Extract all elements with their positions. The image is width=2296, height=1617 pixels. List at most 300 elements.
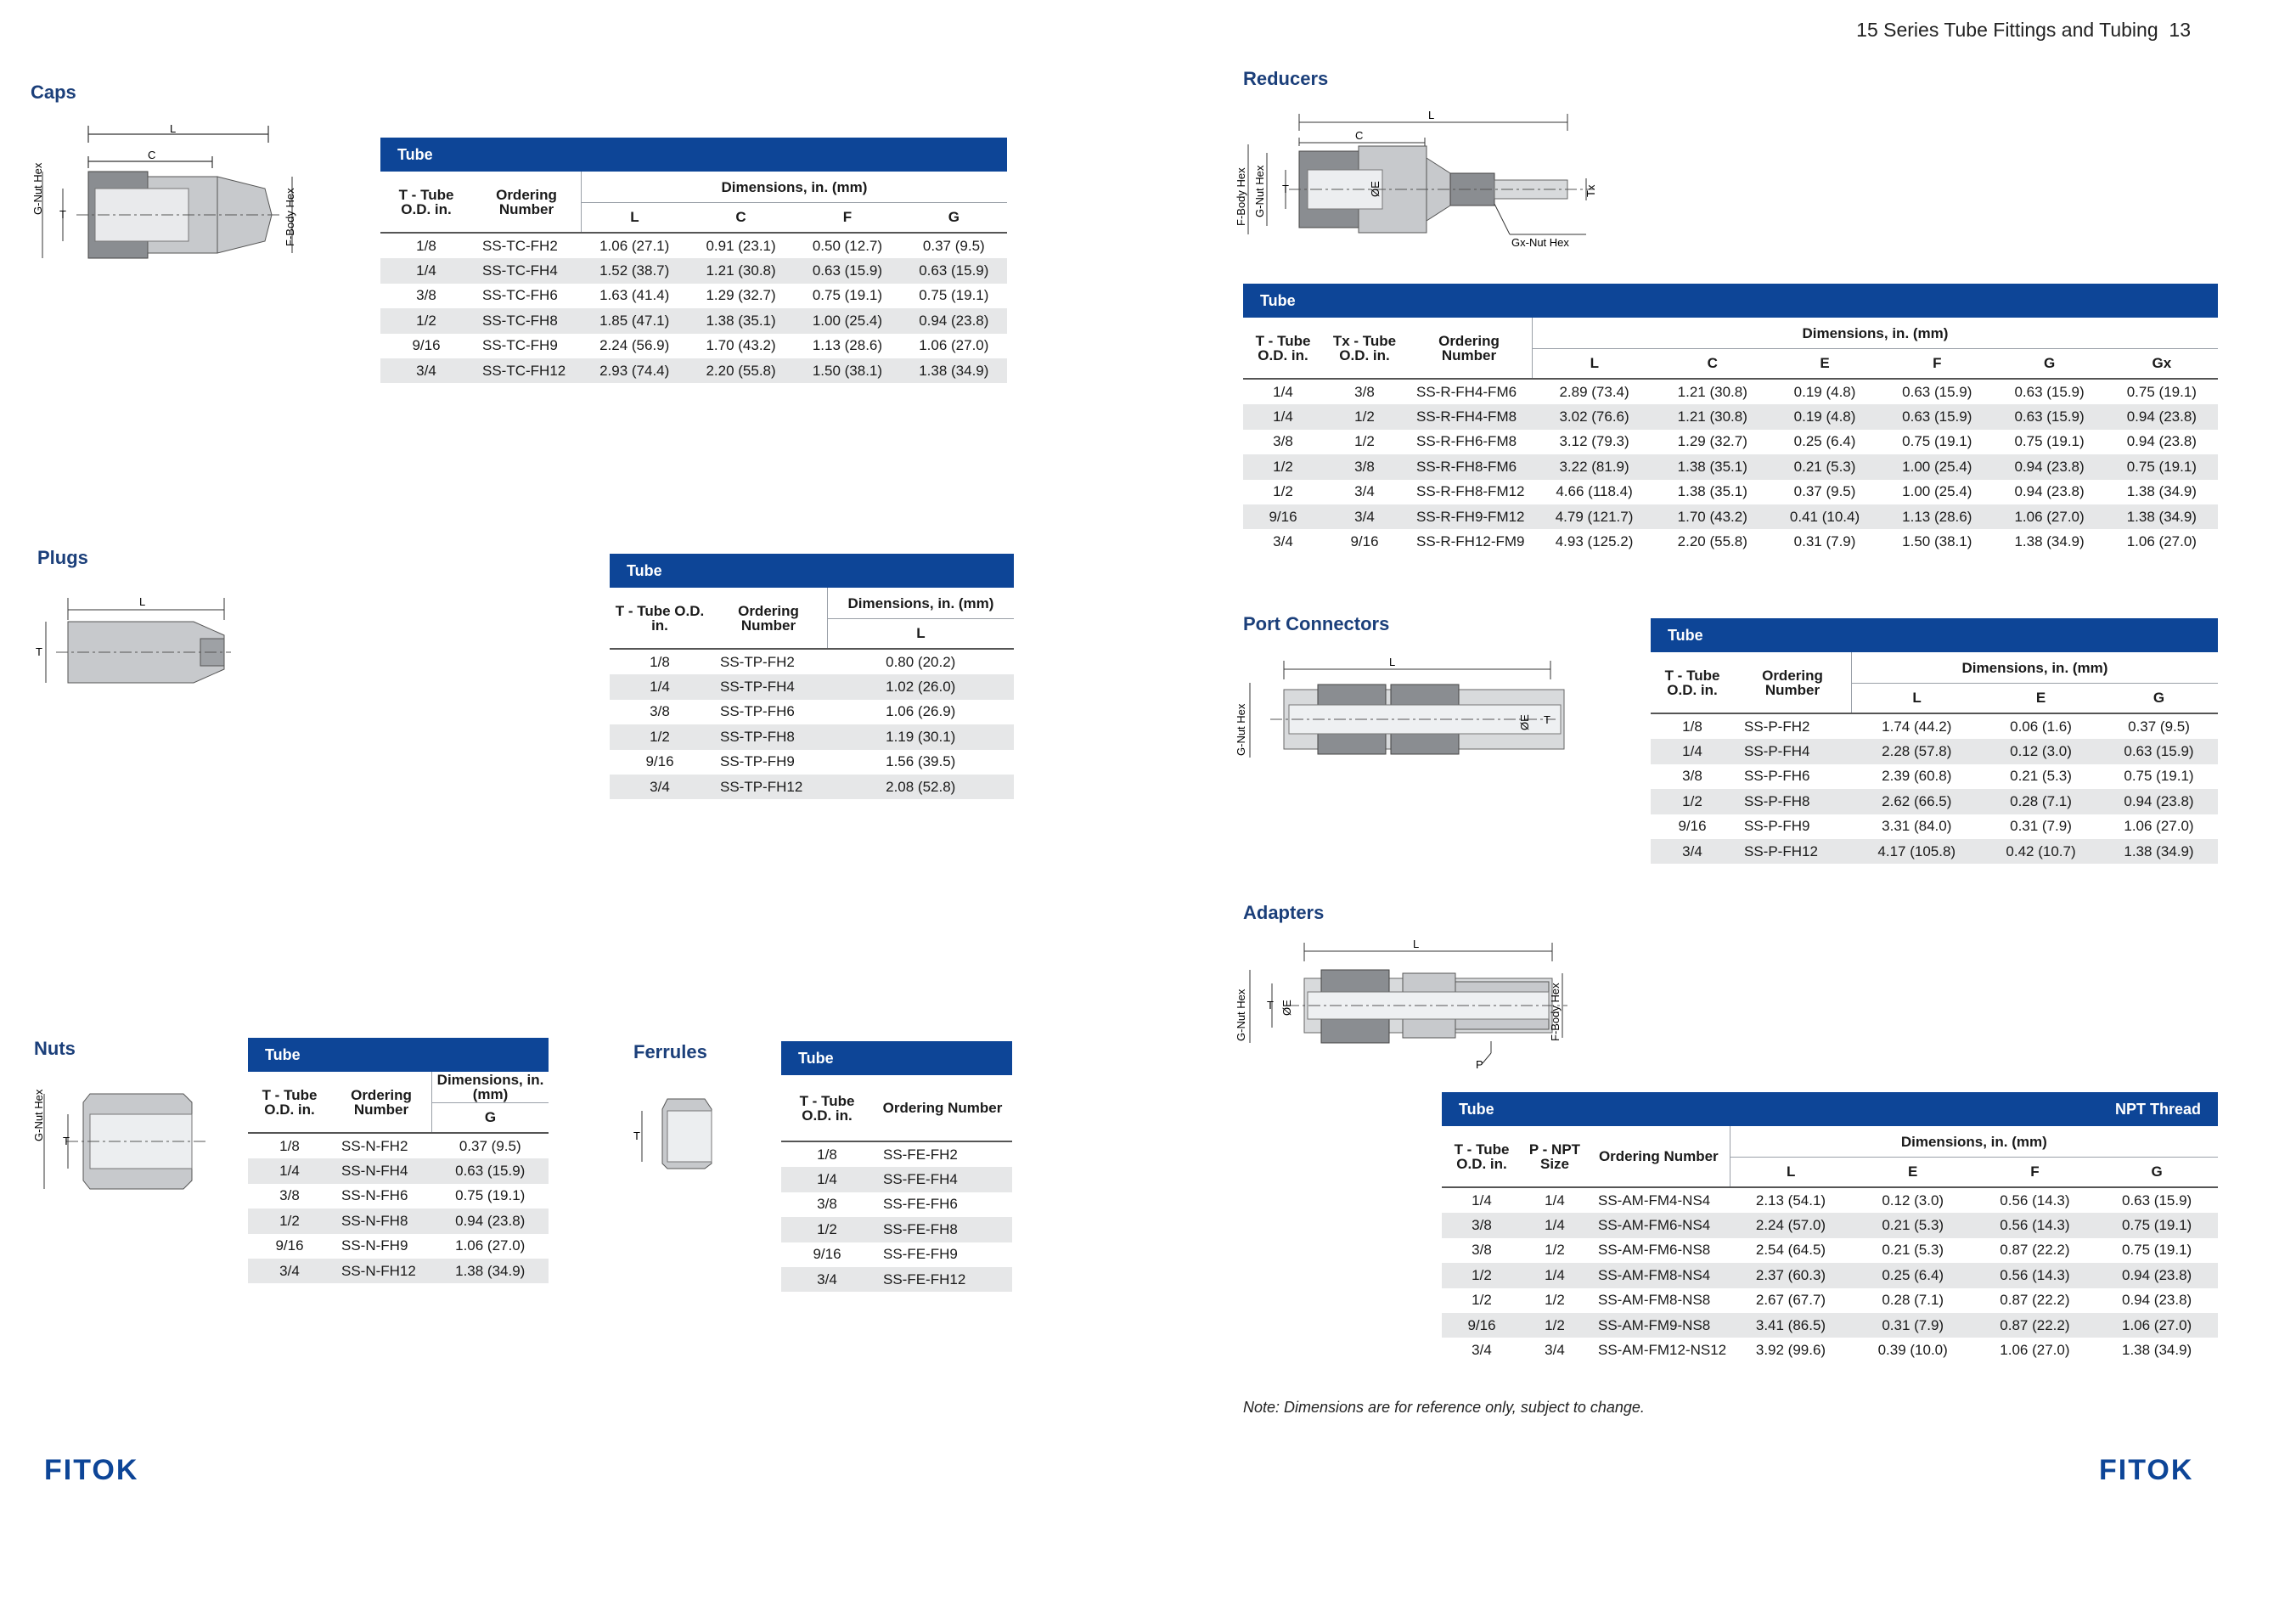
table-cell: 0.87 (22.2) — [2000, 1242, 2070, 1259]
table-cell: 0.94 (23.8) — [2122, 1292, 2192, 1309]
table-row — [781, 1217, 1012, 1242]
table-cell: 0.87 (22.2) — [1974, 1313, 2096, 1338]
nuts-diagram — [25, 1077, 221, 1204]
table-cell: 0.25 (6.4) — [1793, 433, 1856, 450]
nuts-dim-g: G-Nut Hex — [32, 1089, 45, 1141]
table-cell: 1.00 (25.4) — [1881, 454, 1993, 479]
table-cell: 1/4 — [1522, 1213, 1588, 1237]
reducers-col-e: E — [1769, 349, 1881, 380]
table-cell: 1.85 (47.1) — [582, 308, 688, 333]
caps-col-f: F — [794, 203, 900, 234]
table-row — [1651, 789, 2218, 814]
table-cell: 1.70 (43.2) — [706, 337, 776, 354]
table-cell: SS-N-FH12 — [331, 1259, 432, 1283]
table-row — [380, 358, 1007, 383]
table-cell: 1.06 (27.0) — [919, 337, 989, 354]
table-cell: 0.94 (23.8) — [2096, 1263, 2218, 1287]
table-cell: SS-R-FH4-FM8 — [1406, 404, 1533, 429]
table-cell: 0.87 (22.2) — [2000, 1292, 2070, 1309]
table-cell: 0.80 (20.2) — [886, 653, 956, 670]
table-row — [1243, 504, 2218, 529]
table-cell: SS-N-FH2 — [341, 1137, 408, 1154]
table-cell: 0.75 (19.1) — [2096, 1213, 2218, 1237]
table-row — [1651, 713, 2218, 739]
table-cell: 3/8 — [1472, 1242, 1492, 1259]
table-cell: 0.19 (4.8) — [1769, 404, 1881, 429]
port-connectors-col-t: T - Tube O.D. in. — [1651, 652, 1734, 713]
table-cell: 0.94 (23.8) — [2106, 404, 2218, 429]
ferrules-diagram — [627, 1090, 720, 1175]
table-cell: 1.06 (27.0) — [2000, 1342, 2070, 1359]
table-cell: SS-P-FH2 — [1744, 718, 1810, 735]
table-cell: 9/16 — [1442, 1313, 1522, 1338]
table-cell: 0.06 (1.6) — [2010, 718, 2072, 735]
port-connectors-col-order: Ordering Number — [1734, 652, 1852, 713]
table-cell: SS-FE-FH12 — [873, 1267, 1012, 1292]
table-row — [1442, 1288, 2218, 1313]
table-cell: 2.13 (54.1) — [1755, 1192, 1826, 1209]
adapters-table-bar: Tube — [1442, 1092, 1852, 1126]
caps-table-body — [380, 233, 1007, 383]
table-cell: 3/4 — [1273, 533, 1293, 550]
reducers-col-l: L — [1533, 349, 1657, 380]
table-cell: 2.89 (73.4) — [1559, 383, 1629, 400]
caps-col-t: T - Tube O.D. in. — [380, 172, 472, 233]
table-cell: SS-TC-FH2 — [482, 237, 558, 254]
table-cell: SS-P-FH12 — [1734, 839, 1852, 864]
table-cell: SS-N-FH9 — [341, 1237, 408, 1254]
table-cell: 1.06 (26.9) — [886, 703, 956, 720]
table-cell: 1.13 (28.6) — [812, 337, 883, 354]
table-cell: 0.19 (4.8) — [1793, 383, 1856, 400]
table-row — [1442, 1238, 2218, 1263]
table-cell: 0.12 (3.0) — [1882, 1192, 1944, 1209]
table-cell: 1/2 — [1243, 454, 1323, 479]
adapters-col-order: Ordering Number — [1588, 1126, 1730, 1187]
table-row — [1442, 1187, 2218, 1213]
reducers-col-tx: Tx - Tube O.D. in. — [1323, 318, 1406, 379]
table-cell: 1.06 (27.0) — [2124, 818, 2194, 835]
table-cell: 0.37 (9.5) — [922, 237, 985, 254]
table-cell: 9/16 — [412, 337, 441, 354]
table-row — [610, 750, 1014, 775]
fitok-logo-right: FITOK — [2099, 1454, 2194, 1486]
table-cell: SS-P-FH9 — [1744, 818, 1810, 835]
table-row — [1651, 839, 2218, 864]
table-cell: 1/8 — [817, 1146, 837, 1163]
table-cell: 3.31 (84.0) — [1882, 818, 1952, 835]
ferrules-table-body — [781, 1141, 1012, 1292]
table-cell: 4.66 (118.4) — [1556, 483, 1633, 500]
adapters-dim-t: T — [1267, 999, 1274, 1011]
table-row — [1243, 480, 2218, 504]
table-cell: 0.75 (19.1) — [812, 287, 883, 304]
table-cell: 1/4 — [781, 1167, 873, 1192]
table-cell: 1.50 (38.1) — [1902, 533, 1972, 550]
table-cell: 1.50 (38.1) — [794, 358, 900, 383]
table-cell: 3/8 — [1354, 383, 1375, 400]
plugs-table-bar: Tube — [610, 554, 1014, 588]
table-cell: SS-TP-FH9 — [720, 753, 795, 770]
table-cell: 1.02 (26.0) — [828, 674, 1015, 699]
table-cell: 1/4 — [1522, 1263, 1588, 1287]
table-cell: 3/8 — [1442, 1213, 1522, 1237]
table-cell: SS-TP-FH12 — [710, 775, 828, 799]
table-row — [610, 724, 1014, 749]
reducers-dim-g: G-Nut Hex — [1253, 165, 1266, 217]
table-row — [380, 233, 1007, 258]
table-cell: SS-AM-FM6-NS8 — [1598, 1242, 1711, 1259]
ferrules-table — [781, 1041, 1012, 1292]
table-cell: 9/16 — [1678, 818, 1707, 835]
table-cell: 1.00 (25.4) — [1902, 483, 1972, 500]
table-cell: 0.91 (23.1) — [706, 237, 776, 254]
table-cell: 1.38 (34.9) — [432, 1259, 549, 1283]
port-connectors-dim-l: L — [1389, 656, 1396, 668]
table-cell: 0.56 (14.3) — [2000, 1192, 2070, 1209]
table-cell: SS-AM-FM9-NS8 — [1588, 1313, 1730, 1338]
table-row — [1243, 404, 2218, 429]
table-cell: 3/4 — [1472, 1342, 1492, 1359]
table-cell: 1.06 (27.0) — [2096, 1313, 2218, 1338]
table-cell: 1/4 — [380, 258, 472, 283]
reducers-dim-l: L — [1428, 109, 1435, 121]
table-row — [380, 284, 1007, 308]
table-cell: 0.56 (14.3) — [1974, 1213, 2096, 1237]
table-cell: 1/4 — [248, 1158, 331, 1183]
caps-dim-t: T — [59, 208, 66, 221]
reducers-col-gx: Gx — [2106, 349, 2218, 380]
adapters-col-t: T - Tube O.D. in. — [1442, 1126, 1522, 1187]
table-cell: SS-AM-FM12-NS12 — [1598, 1342, 1727, 1359]
table-row — [1651, 739, 2218, 763]
table-cell: 3/4 — [1323, 504, 1406, 529]
table-cell: 4.79 (121.7) — [1533, 504, 1657, 529]
adapters-dim-g: G-Nut Hex — [1235, 989, 1247, 1041]
adapters-table — [1442, 1092, 2218, 1363]
nuts-dims-header: Dimensions, in. (mm) — [432, 1072, 549, 1103]
table-cell: 1/2 — [248, 1209, 331, 1233]
table-cell: 0.39 (10.0) — [1877, 1342, 1948, 1359]
reducers-dim-t: T — [1282, 183, 1289, 195]
table-cell: 1/4 — [1545, 1192, 1565, 1209]
table-cell: SS-R-FH4-FM6 — [1416, 383, 1517, 400]
table-cell: 1/4 — [1651, 739, 1734, 763]
table-cell: 2.93 (74.4) — [582, 358, 688, 383]
plugs-table-body — [610, 649, 1014, 799]
table-cell: SS-TP-FH2 — [720, 653, 795, 670]
table-cell: 3/8 — [1273, 433, 1293, 450]
table-cell: 1.52 (38.7) — [582, 258, 688, 283]
reducers-col-c: C — [1657, 349, 1769, 380]
table-cell: 9/16 — [645, 753, 674, 770]
table-cell: 3/8 — [1323, 454, 1406, 479]
table-cell: SS-P-FH4 — [1734, 739, 1852, 763]
table-cell: 1.13 (28.6) — [1881, 504, 1993, 529]
table-row — [248, 1133, 549, 1158]
table-cell: 1/2 — [1545, 1292, 1565, 1309]
table-row — [1442, 1213, 2218, 1237]
table-cell: 0.31 (7.9) — [2010, 818, 2072, 835]
adapters-col-e: E — [1852, 1158, 1974, 1188]
nuts-col-order: Ordering Number — [331, 1072, 432, 1133]
caps-col-l: L — [582, 203, 688, 234]
table-cell: 1/8 — [416, 237, 436, 254]
table-cell: 0.63 (15.9) — [432, 1158, 549, 1183]
reducers-col-order: Ordering Number — [1406, 318, 1533, 379]
table-row — [380, 258, 1007, 283]
table-cell: 1/2 — [1323, 404, 1406, 429]
adapters-diagram — [1236, 936, 1576, 1072]
table-cell: 1.29 (32.7) — [1677, 433, 1747, 450]
table-cell: 0.21 (5.3) — [1882, 1242, 1944, 1259]
table-cell: 0.75 (19.1) — [919, 287, 989, 304]
table-cell: 0.94 (23.8) — [432, 1209, 549, 1233]
table-cell: 2.08 (52.8) — [828, 775, 1015, 799]
reducers-dim-gx: Gx-Nut Hex — [1511, 236, 1569, 249]
port-connectors-table — [1651, 618, 2218, 864]
nuts-title: Nuts — [34, 1038, 76, 1059]
table-cell: 0.75 (19.1) — [2106, 454, 2218, 479]
table-cell: 1.70 (43.2) — [1657, 504, 1769, 529]
table-cell: 2.67 (67.7) — [1755, 1292, 1826, 1309]
adapters-dim-e: ØE — [1280, 1000, 1293, 1016]
plugs-title: Plugs — [37, 547, 88, 568]
table-cell: 1.74 (44.2) — [1882, 718, 1952, 735]
reducers-col-t: T - Tube O.D. in. — [1243, 318, 1323, 379]
table-cell: 3/4 — [248, 1259, 331, 1283]
adapters-col-p: P - NPT Size — [1522, 1126, 1588, 1187]
fitok-logo-left: FITOK — [44, 1454, 139, 1486]
table-cell: 1/2 — [610, 724, 710, 749]
table-cell: 1.38 (34.9) — [2126, 483, 2197, 500]
table-cell: 0.37 (9.5) — [1793, 483, 1856, 500]
table-cell: 3.92 (99.6) — [1755, 1342, 1826, 1359]
table-cell: 1/8 — [650, 653, 670, 670]
table-row — [781, 1242, 1012, 1267]
port-connectors-dim-e: ØE — [1518, 714, 1531, 730]
adapters-dims-header: Dimensions, in. (mm) — [1730, 1126, 2218, 1158]
table-cell: SS-TC-FH12 — [472, 358, 582, 383]
table-cell: SS-R-FH6-FM8 — [1416, 433, 1517, 450]
table-cell: 3/4 — [781, 1267, 873, 1292]
adapters-col-l: L — [1730, 1158, 1852, 1188]
table-cell: 3/8 — [817, 1196, 837, 1213]
table-row — [248, 1209, 549, 1233]
reducers-dim-c: C — [1355, 129, 1364, 142]
reducers-dims-header: Dimensions, in. (mm) — [1533, 318, 2219, 349]
reducers-table — [1243, 284, 2218, 555]
table-cell: SS-N-FH4 — [331, 1158, 432, 1183]
table-cell: 1.06 (27.0) — [1993, 504, 2105, 529]
table-cell: 1/2 — [1545, 1242, 1565, 1259]
adapters-col-g: G — [2096, 1158, 2218, 1188]
table-cell: SS-TC-FH9 — [482, 337, 558, 354]
table-cell: SS-R-FH12-FM9 — [1416, 533, 1525, 550]
port-connectors-col-e: E — [1982, 684, 2100, 714]
caps-dim-f: F-Body Hex — [284, 188, 296, 246]
table-cell: 0.75 (19.1) — [2126, 383, 2197, 400]
adapters-table-bar-npt: NPT Thread — [1852, 1092, 2218, 1126]
table-cell: 0.94 (23.8) — [2100, 789, 2218, 814]
table-cell: 1/4 — [1273, 383, 1293, 400]
table-cell: 3/4 — [380, 358, 472, 383]
table-cell: 3/8 — [1682, 768, 1702, 785]
table-cell: 1.06 (27.1) — [599, 237, 670, 254]
adapters-dim-f: F-Body Hex — [1549, 983, 1562, 1041]
table-cell: SS-R-FH8-FM6 — [1406, 454, 1533, 479]
table-cell: 3.12 (79.3) — [1559, 433, 1629, 450]
table-cell: 3/4 — [1651, 839, 1734, 864]
nuts-dim-t: T — [63, 1135, 70, 1147]
table-cell: SS-FE-FH8 — [873, 1217, 1012, 1242]
ferrules-col-t: T - Tube O.D. in. — [781, 1075, 873, 1141]
adapters-title: Adapters — [1243, 902, 1325, 923]
table-cell: 0.63 (15.9) — [2100, 739, 2218, 763]
caps-col-order: Ordering Number — [472, 172, 582, 233]
caps-title: Caps — [31, 82, 76, 103]
table-cell: 1.38 (34.9) — [2122, 1342, 2192, 1359]
table-cell: 0.75 (19.1) — [2122, 1242, 2192, 1259]
table-cell: 1/2 — [380, 308, 472, 333]
port-connectors-dim-g: G-Nut Hex — [1235, 703, 1247, 756]
caps-dims-header: Dimensions, in. (mm) — [582, 172, 1008, 203]
table-cell: SS-TC-FH6 — [482, 287, 558, 304]
table-cell: SS-AM-FM8-NS4 — [1588, 1263, 1730, 1287]
table-row — [248, 1158, 549, 1183]
table-cell: 0.75 (19.1) — [1902, 433, 1972, 450]
table-cell: 2.62 (66.5) — [1852, 789, 1983, 814]
table-cell: 1.19 (30.1) — [828, 724, 1015, 749]
table-cell: 3/4 — [1354, 483, 1375, 500]
table-cell: 9/16 — [1350, 533, 1379, 550]
table-cell: 3/8 — [650, 703, 670, 720]
table-row — [781, 1192, 1012, 1217]
table-cell: 1.21 (30.8) — [1657, 404, 1769, 429]
port-connectors-table-body — [1651, 713, 2218, 864]
table-cell: 1.06 (27.0) — [2126, 533, 2197, 550]
table-cell: SS-R-FH8-FM12 — [1416, 483, 1525, 500]
adapters-col-f: F — [1974, 1158, 2096, 1188]
table-row — [248, 1184, 549, 1209]
ferrules-dim-t: T — [633, 1130, 640, 1142]
table-cell: 2.54 (64.5) — [1755, 1242, 1826, 1259]
table-row — [1243, 379, 2218, 404]
plugs-table — [610, 554, 1014, 799]
table-cell: 1/2 — [1442, 1263, 1522, 1287]
table-cell: 4.17 (105.8) — [1852, 839, 1983, 864]
caps-col-g: G — [901, 203, 1007, 234]
table-row — [610, 700, 1014, 724]
table-cell: 0.94 (23.8) — [2014, 483, 2085, 500]
table-cell: 1.21 (30.8) — [1677, 383, 1747, 400]
table-cell: 2.20 (55.8) — [688, 358, 794, 383]
nuts-table — [248, 1038, 549, 1283]
table-cell: 2.24 (56.9) — [599, 337, 670, 354]
table-cell: 1.56 (39.5) — [886, 753, 956, 770]
table-row — [248, 1259, 549, 1283]
table-cell: 0.21 (5.3) — [1769, 454, 1881, 479]
port-connectors-diagram — [1236, 654, 1559, 764]
table-cell: 1.38 (35.1) — [1677, 483, 1747, 500]
caps-diagram — [25, 119, 314, 276]
table-cell: 0.94 (23.8) — [1993, 454, 2105, 479]
table-cell: 0.42 (10.7) — [1982, 839, 2100, 864]
table-cell: SS-TP-FH6 — [720, 703, 795, 720]
reducers-title: Reducers — [1243, 68, 1329, 89]
ferrules-table-bar: Tube — [781, 1041, 1012, 1075]
table-cell: 0.37 (9.5) — [459, 1137, 521, 1154]
table-cell: 9/16 — [813, 1246, 841, 1263]
table-cell: 2.39 (60.8) — [1882, 768, 1952, 785]
nuts-col-g: G — [432, 1103, 549, 1134]
table-cell: 1.00 (25.4) — [794, 308, 900, 333]
page-number: 13 — [2169, 19, 2191, 41]
reducers-col-f: F — [1881, 349, 1993, 380]
table-cell: 1/2 — [781, 1217, 873, 1242]
table-cell: 0.63 (15.9) — [901, 258, 1007, 283]
table-cell: 1.21 (30.8) — [688, 258, 794, 283]
adapters-dim-l: L — [1413, 938, 1420, 950]
table-cell: SS-P-FH8 — [1734, 789, 1852, 814]
reducers-diagram — [1235, 107, 1612, 251]
table-cell: SS-FE-FH6 — [883, 1196, 958, 1213]
table-cell: 3.22 (81.9) — [1533, 454, 1657, 479]
table-cell: 0.63 (15.9) — [1902, 383, 1972, 400]
table-cell: 1/4 — [610, 674, 710, 699]
caps-table-bar: Tube — [380, 138, 1007, 172]
table-cell: SS-AM-FM6-NS4 — [1588, 1213, 1730, 1237]
table-row — [1442, 1313, 2218, 1338]
table-cell: 0.75 (19.1) — [455, 1187, 526, 1204]
table-cell: 0.21 (5.3) — [2010, 768, 2072, 785]
table-cell: 0.37 (9.5) — [2128, 718, 2190, 735]
ferrules-col-order: Ordering Number — [873, 1075, 1012, 1141]
table-cell: 1.29 (32.7) — [706, 287, 776, 304]
plugs-dim-t: T — [36, 645, 42, 658]
table-cell: 3.02 (76.6) — [1533, 404, 1657, 429]
table-cell: 0.63 (15.9) — [1881, 404, 1993, 429]
table-cell: 2.37 (60.3) — [1730, 1263, 1852, 1287]
table-row — [380, 308, 1007, 333]
table-row — [1243, 454, 2218, 479]
table-cell: 1.63 (41.4) — [599, 287, 670, 304]
table-cell: 0.50 (12.7) — [812, 237, 883, 254]
table-cell: 9/16 — [275, 1237, 304, 1254]
table-cell: 1/2 — [1472, 1292, 1492, 1309]
table-cell: 0.25 (6.4) — [1852, 1263, 1974, 1287]
table-row — [781, 1267, 1012, 1292]
plugs-col-t: T - Tube O.D. in. — [610, 588, 710, 649]
table-cell: 0.56 (14.3) — [1974, 1263, 2096, 1287]
table-cell: SS-FE-FH2 — [883, 1146, 958, 1163]
table-cell: 1.38 (35.1) — [688, 308, 794, 333]
table-cell: 3/8 — [279, 1187, 300, 1204]
page-header — [1856, 19, 2191, 42]
caps-dim-g: G-Nut Hex — [31, 162, 44, 215]
table-cell: 1.06 (27.0) — [455, 1237, 526, 1254]
table-cell: 0.63 (15.9) — [1993, 404, 2105, 429]
table-cell: 2.20 (55.8) — [1677, 533, 1747, 550]
table-cell: 1.38 (34.9) — [2100, 839, 2218, 864]
table-cell: 1/8 — [279, 1137, 300, 1154]
table-row — [1243, 529, 2218, 554]
caps-dim-l: L — [170, 122, 177, 135]
table-cell: 0.94 (23.8) — [901, 308, 1007, 333]
table-row — [248, 1234, 549, 1259]
nuts-table-bar: Tube — [248, 1038, 549, 1072]
table-row — [781, 1167, 1012, 1192]
